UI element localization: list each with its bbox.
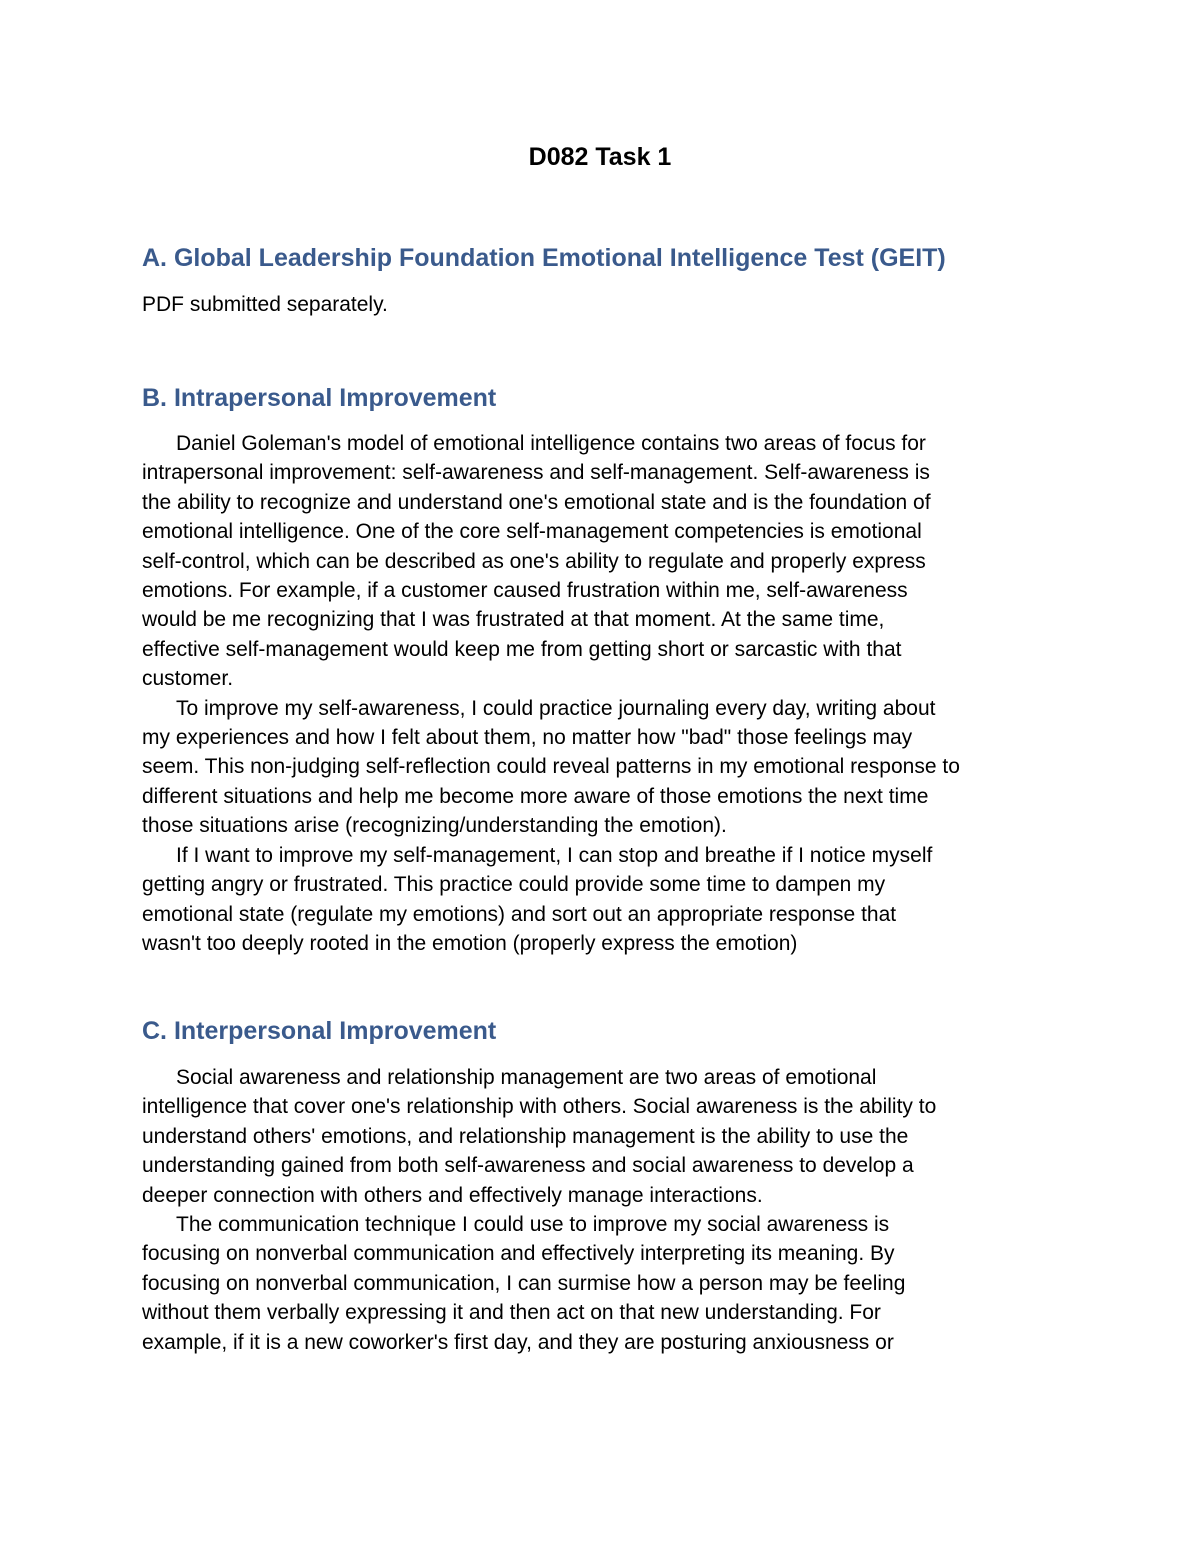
text-line: seem. This non-judging self-reflection could reveal patterns in my emotional response to	[142, 755, 960, 779]
section-c-paragraph-2	[142, 1210, 936, 1357]
text-line: intelligence that cover one's relationship with others. Social awareness is the ability to	[142, 1095, 937, 1119]
text-line: self-control, which can be described as one's ability to regulate and properly express	[142, 549, 926, 573]
text-line: intrapersonal improvement: self-awareness and self-management. Self-awareness is	[142, 461, 930, 485]
text-line: emotions. For example, if a customer caused frustration within me, self-awareness	[142, 579, 908, 603]
section-c-paragraph-1	[142, 1063, 936, 1210]
text-line: understand others' emotions, and relationship management is the ability to use the	[142, 1124, 909, 1148]
text-line: getting angry or frustrated. This practice could provide some time to dampen my	[142, 873, 886, 897]
document-title: D082 Task 1	[528, 143, 672, 171]
text-line: would be me recognizing that I was frustrated at that moment. At the same time,	[142, 608, 885, 632]
text-line: emotional state (regulate my emotions) and sort out an appropriate response that	[142, 902, 897, 926]
section-b-paragraph-2	[142, 694, 960, 841]
text-line: To improve my self-awareness, I could practice journaling every day, writing about	[176, 696, 936, 720]
text-line: Daniel Goleman's model of emotional intelligence contains two areas of focus for	[176, 432, 926, 455]
text-line: my experiences and how I felt about them, no matter how "bad" those feelings may	[142, 726, 913, 750]
text-line: customer.	[142, 667, 234, 691]
text-line: Social awareness and relationship management are two areas of emotional	[176, 1066, 877, 1089]
text-line: If I want to improve my self-management, I can stop and breathe if I notice myself	[176, 843, 933, 867]
text-line: example, if it is a new coworker's first day, and they are posturing anxiousness or	[142, 1330, 894, 1354]
text-line: focusing on nonverbal communication, I can surmise how a person may be feeling	[142, 1271, 906, 1295]
section-b-paragraph-1	[142, 429, 960, 694]
text-line: understanding gained from both self-awareness and social awareness to develop a	[142, 1154, 914, 1178]
section-a-text: PDF submitted separately.	[142, 293, 388, 316]
text-line: The communication technique I could use to improve my social awareness is	[176, 1213, 890, 1237]
section-b-body	[142, 429, 960, 958]
text-line: the ability to recognize and understand one's emotional state and is the foundation of	[142, 490, 931, 514]
text-line: wasn't too deeply rooted in the emotion (properly express the emotion)	[142, 931, 798, 955]
section-b-paragraph-3	[142, 841, 960, 959]
text-line: effective self-management would keep me from getting short or sarcastic with that	[142, 637, 902, 661]
text-line: without them verbally expressing it and then act on that new understanding. For	[142, 1301, 881, 1325]
section-c-body	[142, 1063, 936, 1357]
text-line: different situations and help me become more aware of those emotions the next time	[142, 784, 929, 808]
text-line: deeper connection with others and effectively manage interactions.	[142, 1183, 763, 1207]
section-a-heading: A. Global Leadership Foundation Emotional Intelligence Test (GEIT)	[142, 244, 946, 272]
section-c-heading: C. Interpersonal Improvement	[142, 1017, 497, 1045]
text-line: emotional intelligence. One of the core self-management competencies is emotional	[142, 520, 922, 544]
text-line: focusing on nonverbal communication and effectively interpreting its meaning. By	[142, 1242, 895, 1266]
text-line: those situations arise (recognizing/understanding the emotion).	[142, 814, 727, 838]
section-b-heading: B. Intrapersonal Improvement	[142, 384, 497, 412]
